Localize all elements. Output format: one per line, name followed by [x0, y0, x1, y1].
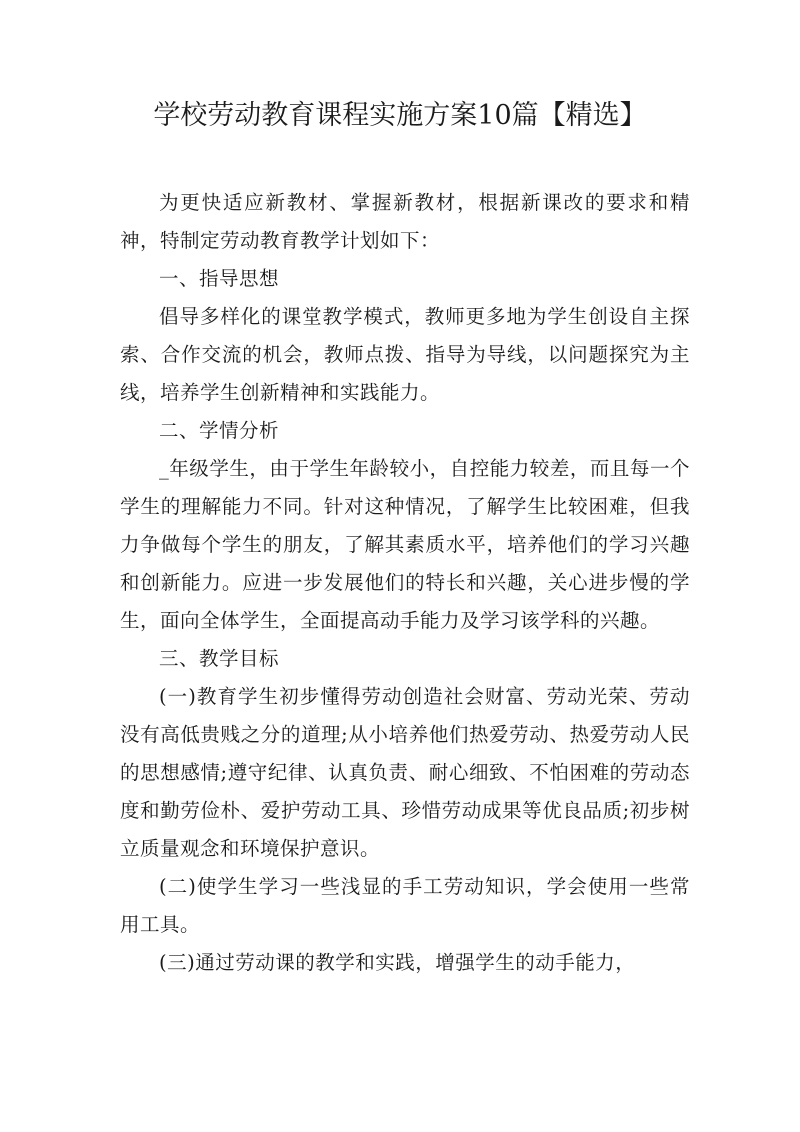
section-heading-guiding-ideology: 一、指导思想 — [159, 267, 280, 290]
teaching-goal-2-paragraph: (二)使学生学习一些浅显的手工劳动知识，学会使用一些常用工具。 — [120, 875, 690, 936]
document-body — [120, 184, 690, 982]
section-heading-teaching-goals: 三、教学目标 — [159, 647, 280, 670]
student-analysis-paragraph: _年级学生，由于学生年龄较小，自控能力较差，而且每一个学生的理解能力不同。针对这种情况，了解学生比较困难，但我力争做每个学生的朋友，了解其素质水平，培养他们的学习兴趣和创新能力。应进一步发展他们的特长和兴趣，关心进步慢的学生，面向全体学生，全面提高动手能力及学习该学科的兴趣。 — [120, 457, 690, 632]
section-heading-student-analysis: 二、学情分析 — [159, 419, 280, 442]
teaching-goal-3-paragraph: (三)通过劳动课的教学和实践，增强学生的动手能力， — [159, 951, 636, 974]
guiding-ideology-paragraph: 倡导多样化的课堂教学模式，教师更多地为学生创设自主探索、合作交流的机会，教师点拨、指导为导线，以问题探究为主线，培养学生创新精神和实践能力。 — [120, 305, 690, 404]
document-title: 学校劳动教育课程实施方案10篇【精选】 — [153, 100, 647, 131]
intro-paragraph: 为更快适应新教材、掌握新教材，根据新课改的要求和精神，特制定劳动教育教学计划如下： — [120, 191, 690, 252]
teaching-goal-1-paragraph: (一)教育学生初步懂得劳动创造社会财富、劳动光荣、劳动没有高低贵贱之分的道理;从小培养他们热爱劳动、热爱劳动人民的思想感情;遵守纪律、认真负责、耐心细致、不怕困难的劳动态度和勤劳俭朴、爱护劳动工具、珍惜劳动成果等优良品质;初步树立质量观念和环境保护意识。 — [120, 685, 690, 860]
